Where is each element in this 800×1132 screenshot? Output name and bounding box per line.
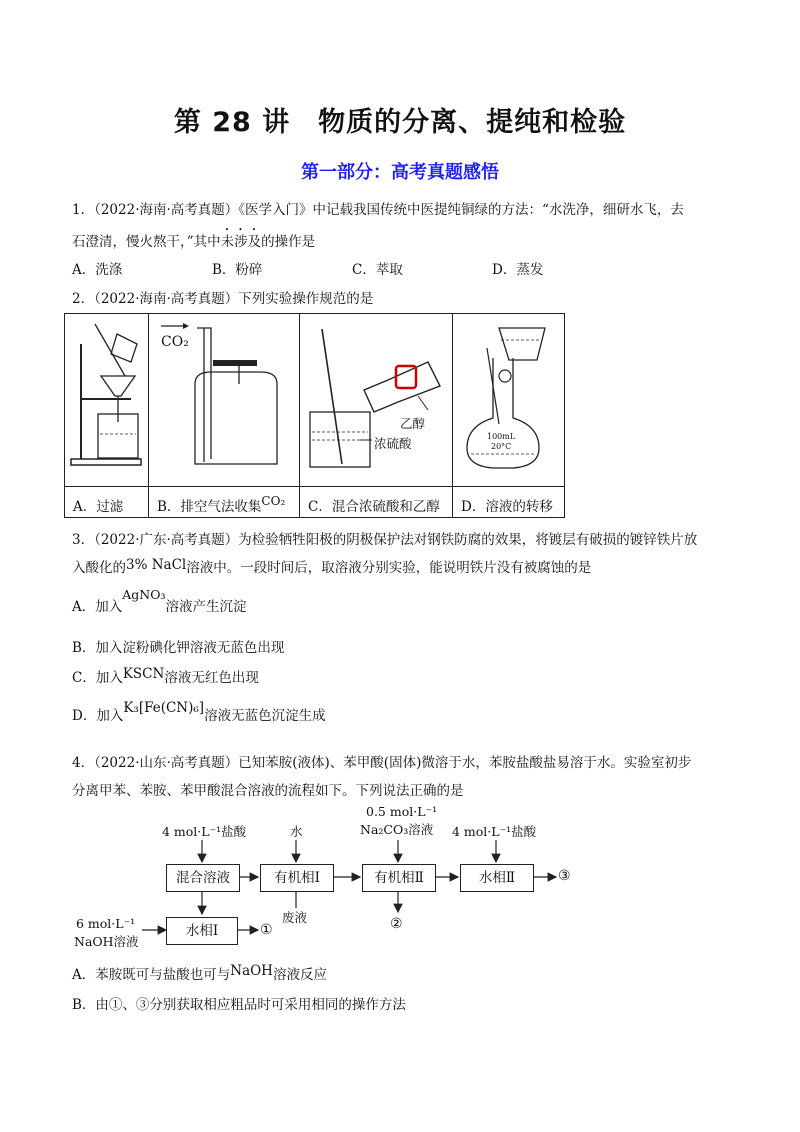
q4-line1: 4．（2022·山东·高考真题）已知苯胺(液体)、苯甲酸(固体)微溶于水，苯胺盐酸盐易溶于水。实验室初步 <box>72 755 692 771</box>
q3-nacl-formula: 3% NaCl <box>126 557 187 573</box>
q4-line2: 分离甲苯、苯胺、苯甲酸混合溶液的流程如下。下列说法正确的是 <box>72 783 464 799</box>
box-mixed-solution: 混合溶液 <box>166 864 240 892</box>
q1-option-d[interactable]: D．蒸发 <box>492 262 544 278</box>
q2-stem: 2．（2022·海南·高考真题）下列实验操作规范的是 <box>72 291 374 307</box>
naoh-formula: NaOH <box>230 963 273 979</box>
apparatus-b-gas-collection <box>149 314 300 487</box>
reagent-na2co3-conc: 0.5 mol·L⁻¹ <box>366 804 438 819</box>
waste-liquid: 废液 <box>282 910 308 925</box>
q1-options <box>72 258 632 278</box>
product-3: ③ <box>558 868 571 884</box>
box-organic-phase-2: 有机相Ⅱ <box>362 864 436 892</box>
reagent-naoh: NaOH溶液 <box>74 934 139 949</box>
reagent-hcl-1: 4 mol·L⁻¹盐酸 <box>162 824 247 839</box>
q1-option-b[interactable]: B．粉碎 <box>212 262 263 278</box>
co2-label: CO₂ <box>161 334 189 350</box>
apparatus-c-mixing <box>300 314 453 487</box>
caption-a[interactable]: A．过滤 <box>65 487 149 518</box>
box-organic-phase-1: 有机相Ⅰ <box>260 864 334 892</box>
reagent-na2co3: Na₂CO₃溶液 <box>360 822 434 837</box>
q3-line1: 3．（2022·广东·高考真题）为检验牺牲阳极的阴极保护法对钢铁防腐的效果，将镀层有破损的镀锌铁片放 <box>72 532 698 548</box>
q3-line2: 入酸化的3% NaCl溶液中。一段时间后，取溶液分别实验，能说明铁片没有被腐蚀的是 <box>72 557 592 576</box>
flask-volume-label: 100mL <box>487 432 516 441</box>
apparatus-a-filtration <box>65 314 149 487</box>
reagent-naoh-conc: 6 mol·L⁻¹ <box>76 916 136 931</box>
box-aqueous-phase-1: 水相Ⅰ <box>166 917 238 945</box>
q1-option-a[interactable]: A．洗涤 <box>72 262 123 278</box>
box-aqueous-phase-2: 水相Ⅱ <box>460 864 534 892</box>
kscn-formula: KSCN <box>122 666 165 682</box>
ethanol-label: 乙醇 <box>400 416 426 431</box>
product-1: ① <box>260 922 273 938</box>
agno3-formula: AgNO₃ <box>122 587 166 602</box>
q4-option-a[interactable]: A．苯胺既可与盐酸也可与NaOH溶液反应 <box>72 963 327 983</box>
sulfuric-acid-label: 浓硫酸 <box>374 436 412 451</box>
q3-option-b[interactable]: B．加入淀粉碘化钾溶液无蓝色出现 <box>72 640 285 656</box>
product-2: ② <box>390 916 403 932</box>
mixing-beaker-icon <box>300 314 452 482</box>
volumetric-flask-icon <box>453 314 564 482</box>
q3-option-a[interactable]: A．加入AgNO₃溶液产生沉淀 <box>72 587 247 615</box>
q4-option-b[interactable]: B．由①、③分别获取相应粗品时可采用相同的操作方法 <box>72 997 406 1013</box>
q3-option-c[interactable]: C．加入KSCN溶液无红色出现 <box>72 666 259 686</box>
reagent-water: 水 <box>290 824 303 839</box>
reagent-hcl-2: 4 mol·L⁻¹盐酸 <box>452 824 537 839</box>
flask-temp-label: 20°C <box>491 442 512 451</box>
page-title: 第 28 讲 物质的分离、提纯和检验 <box>173 107 627 138</box>
q1-line1: 1．（2022·海南·高考真题）《医学入门》中记载我国传统中医提纯铜绿的方法：“水洗净，细研水飞，去 <box>72 202 684 218</box>
caption-d[interactable]: D．溶液的转移 <box>453 487 565 518</box>
ferricyanide-formula: K₃[Fe(CN)₆] <box>123 700 205 716</box>
caption-b-formula: CO₂ <box>261 494 286 508</box>
q3-option-d[interactable]: D．加入K₃[Fe(CN)₆]溶液无蓝色沉淀生成 <box>72 700 326 724</box>
q1-option-c[interactable]: C．萃取 <box>352 262 403 278</box>
section-subtitle: 第一部分：高考真题感悟 <box>301 162 499 183</box>
apparatus-d-transfer <box>453 314 565 487</box>
caption-c[interactable]: C．混合浓硫酸和乙醇 <box>300 487 453 518</box>
apparatus-table <box>64 313 565 518</box>
q1-emphasis: 未涉及 <box>220 234 262 250</box>
separation-flowchart <box>70 800 590 960</box>
filtration-icon <box>65 314 148 482</box>
caption-b[interactable]: B．排空气法收集CO₂ <box>149 487 300 518</box>
q1-line2: 石澄清，慢火熬干，”其中未涉及的操作是 <box>72 234 316 250</box>
